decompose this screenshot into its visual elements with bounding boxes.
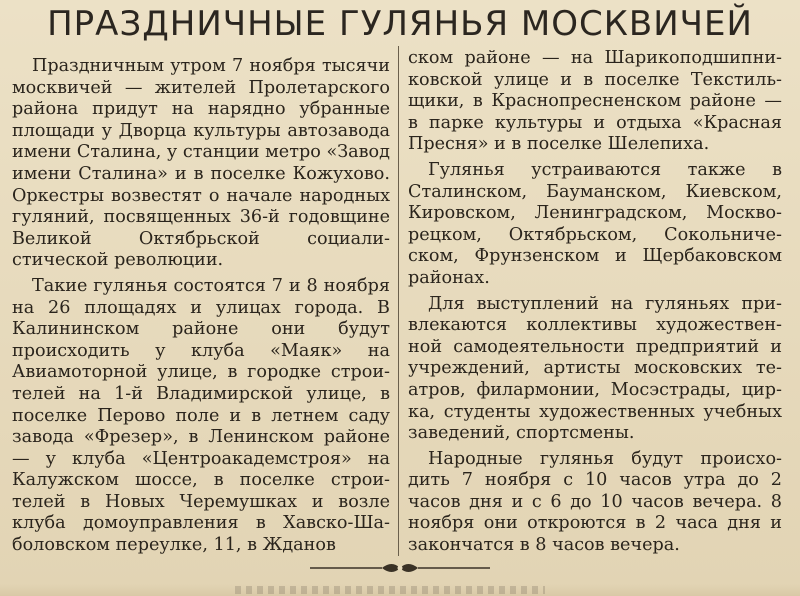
paragraph-continued: ском районе — на Шарикоподшипниковской улице и в поселке Текстильщики, в Краснопресненском районе — в парке культуры и отдыха «Красная Пресня» и в поселке Шелепиха. (408, 48, 782, 155)
paragraph: Народные гулянья будут происходить 7 ноября с 10 часов утра до 2 часов дня и с 6 до 10 часов вечера. 8 ноября они откроются в 2 часа дня и закончатся в 8 часов вечера. (408, 448, 782, 556)
article-column-left (12, 56, 390, 561)
paragraph: Для выступлений на гуляньях привлекаются коллективы художественной самодеятельности предприятий и учреждений, артисты московских театров, филармонии, Мосэстрады, цирка, студенты художественных учебных заведений, спортсмены. (408, 293, 782, 444)
article-headline: ПРАЗДНИЧНЫЕ ГУЛЯНЬЯ МОСКВИЧЕЙ (47, 4, 753, 44)
paragraph: Такие гулянья состоятся 7 и 8 ноября на 26 площадях и улицах города. В Калининском районе они будут происходить у клуба «Маяк» на Авиамоторной улице, в городке строителей на 1-й Владимирской улице, в поселке Перово поле и в летнем саду завода «Фрезер», в Ленинском районе — у клуба «Центроакадемстроя» на Калужском шоссе, в поселке строителей в Новых Черемушках и возле клуба домоуправления в Хавско-Шаболовском переулке, 11, в Жданов (12, 275, 390, 556)
paragraph: Гулянья устраиваются также в Сталинском, Бауманском, Киевском, Кировском, Ленинградском, Москворецком, Октябрьском, Сокольническом, Фрунзенском и Щербаковском районах. (408, 159, 782, 288)
paragraph: Праздничным утром 7 ноября тысячи москвичей — жителей Пролетарского района придут на нарядно убранные площади у Дворца культуры автозавода имени Сталина, у станции метро «Завод имени Сталина» и в поселке Кожухово. Оркестры возвестят о начале народных гуляний, посвященных 36-й годовщине Великой Октябрьской социалистической революции. (12, 56, 390, 271)
column-divider (398, 46, 399, 556)
cut-off-text (235, 586, 545, 594)
ornament-divider (0, 558, 800, 578)
article-column-right (408, 48, 782, 561)
